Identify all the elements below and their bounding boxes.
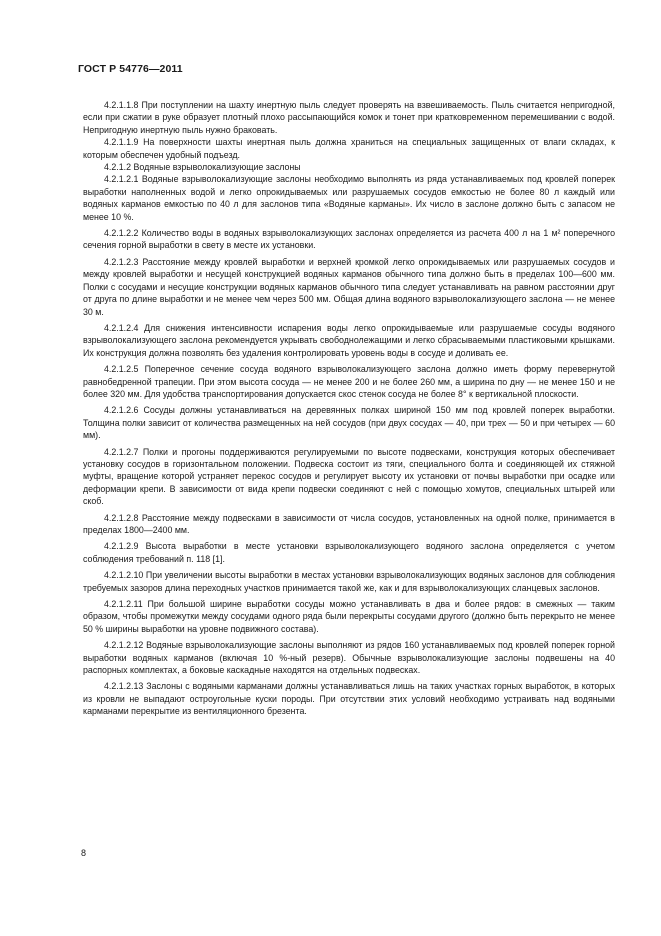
paragraph-4-2-1-2-6: 4.2.1.2.6 Сосуды должны устанавливаться на деревянных полках шириной 150 мм под кровлей поперек выработки. Толщина полки зависит от количества размещенных на ней сосудов (при двух сосудах — 40, при трех — 50 и при четырех — 60 мм). bbox=[83, 405, 615, 441]
paragraph-4-2-1-2-11: 4.2.1.2.11 При большой ширине выработки сосуды можно устанавливать в два и более рядов: в смежных — таким образом, чтобы промежутки между сосудами одного ряда были перекрыты сосудами другого (должно быть перекрыто не менее 50 % ширины выработки на уровне подвижного состава). bbox=[83, 599, 615, 634]
paragraph-4-2-1-2-2: 4.2.1.2.2 Количество воды в водяных взрыволокализующих заслонах определяется из расчета 400 л на 1 м² поперечного сечения горной выработки в свету в месте их установки. bbox=[83, 228, 615, 251]
paragraph-4-2-1-1-8: 4.2.1.1.8 При поступлении на шахту инертную пыль следует проверять на взвешиваемость. Пыль считается непригодной, если при сжатии в руке образует плотный плохо рассыпающийся комок и тонет при кратковременном перемешивании с водой. Непригодную инертную пыль нужно браковать. bbox=[83, 100, 615, 135]
paragraph-4-2-1-2-1: 4.2.1.2.1 Водяные взрыволокализующие заслоны необходимо выполнять из ряда устанавливаемых под кровлей поперек выработки наполненных водой и легко опрокидываемых или разрушаемых сосудов емкостью не более 80 л каждый или водяных карманов емкостью по 40 л для заслонов типа «Водяные карманы». Их число в заслоне должно быть с запасом не менее 10 %. bbox=[83, 174, 615, 222]
paragraph-4-2-1-2-5: 4.2.1.2.5 Поперечное сечение сосуда водяного взрыволокализующего заслона должно иметь форму перевернутой равнобедренной трапеции. При этом высота сосуда — не менее 200 и не более 260 мм, а ширина по дну — не менее 150 и не более 320 мм. Для удобства транспортирования допускается скос стенок сосуда не более 8° к вертикальной плоскости. bbox=[83, 364, 615, 399]
document-body bbox=[83, 99, 615, 718]
paragraph-4-2-1-2-10: 4.2.1.2.10 При увеличении высоты выработки в местах установки взрыволокализующих водяных заслонов для соблюдения требуемых зазоров длина переходных участков принимается такой же, как и для взрыволокализующих сланцевых заслонов. bbox=[83, 570, 615, 593]
paragraph-4-2-1-2-7: 4.2.1.2.7 Полки и прогоны поддерживаются регулируемыми по высоте подвесками, конструкция которых обеспечивает установку сосудов в горизонтальном положении. Подвеска состоит из тяги, специального болта и соединяющей их стяжной муфты, вращение которой устраняет перекос сосудов и регулирует высоту их установки от почвы выработки при осадке или деформации крепи. В зависимости от вида крепи подвески соединяют с ней с помощью хомутов, специальных штырей или скоб. bbox=[83, 446, 615, 507]
paragraph-4-2-1-2-12: 4.2.1.2.12 Водяные взрыволокализующие заслоны выполняют из рядов 160 устанавливаемых под кровлей поперек горной выработки водяных карманов (включая 10 %-ный резерв). Обычные взрыволокализующие заслоны подвешены на 40 распорных комплектах, а боковые каскадные находятся на отдельных подвесках. bbox=[83, 640, 615, 676]
page-number: 8 bbox=[81, 848, 87, 858]
paragraph-4-2-1-2-3: 4.2.1.2.3 Расстояние между кровлей выработки и верхней кромкой легко опрокидываемых или разрушаемых сосудов и между кровлей выработки и несущей конструкцией водяных карманов обычного типа должно быть в пределах 100—600 мм. Полки с сосудами и несущие конструкции водяных карманов обычного типа следует устанавливать на равном расстоянии друг от друга по длине выработки и не менее чем через 500 мм. Общая длина водяного взрыволокализующего заслона — не менее 30 м. bbox=[83, 256, 615, 317]
document-header: ГОСТ Р 54776—2011 bbox=[78, 63, 183, 75]
paragraph-4-2-1-2-4: 4.2.1.2.4 Для снижения интенсивности испарения воды легко опрокидываемые или разрушаемые сосуды водяного взрыволокализующего заслона рекомендуется укрывать свободнолежащими и легко сбрасываемыми пластиковыми крышками. Их конструкция должна позволять без удаления контролировать уровень воды в сосуде и доливать ее. bbox=[83, 322, 615, 358]
section-heading-4-2-1-2: 4.2.1.2 Водяные взрыволокализующие заслоны bbox=[104, 162, 301, 173]
paragraph-4-2-1-2-9: 4.2.1.2.9 Высота выработки в месте установки взрыволокализующего водяного заслона определяется с учетом соблюдения требований п. 118 [1]. bbox=[83, 541, 615, 564]
paragraph-4-2-1-2-8: 4.2.1.2.8 Расстояние между подвесками в зависимости от числа сосудов, установленных на одной полке, принимается в пределах 1800—2400 мм. bbox=[83, 512, 615, 535]
paragraph-4-2-1-1-9: 4.2.1.1.9 На поверхности шахты инертная пыль должна храниться на специальных защищенных от влаги складах, к которым обеспечен удобный подъезд. bbox=[83, 137, 615, 160]
paragraph-4-2-1-2-13: 4.2.1.2.13 Заслоны с водяными карманами должны устанавливаться лишь на таких участках горных выработок, в которых из кровли не выпадают остроугольные куски породы. При отсутствии этих условий необходимо устраивать над водяными карманами перекрытие из вентиляционного брезента. bbox=[83, 681, 615, 717]
